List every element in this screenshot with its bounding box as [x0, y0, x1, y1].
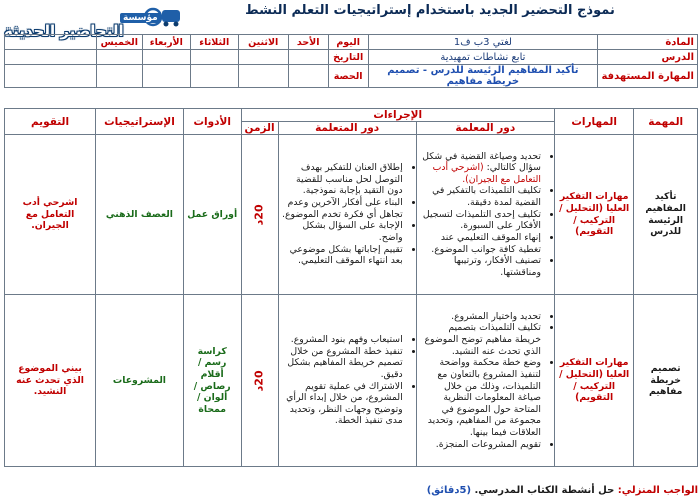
period-label: الحصة [328, 65, 368, 88]
list-item: • تصنيف الأفكار، وترتيبها ومناقشتها. [420, 255, 541, 278]
strategy-cell: المشروعات [96, 295, 184, 467]
col-eval: التقويم [5, 109, 96, 135]
skill-value: تأكيد المفاهيم الرئيسة للدرس - تصميم خريطة مفاهيم [368, 65, 597, 88]
list-item: • استيعاب وفهم بنود المشروع. [282, 334, 403, 346]
header-table [4, 34, 698, 88]
lesson-value: تابع نشاطات تمهيدية [368, 50, 597, 65]
homework-line [4, 485, 698, 496]
col-skills: المهارات [554, 109, 633, 135]
procedures-table [4, 108, 698, 467]
date-label: التاريخ [328, 50, 368, 65]
list-item: • تكليف التلميذات بالتفكير في القضية لمدة دقيقة. [420, 185, 541, 208]
lesson-plan-page [2, 0, 698, 498]
tools-cell: أوراق عمل [183, 135, 241, 295]
teacher-role-cell [416, 295, 554, 467]
list-item: • تكليف إحدى التلميذات لتسجيل الأفكار على السبورة. [420, 209, 541, 232]
col-tools: الأدوات [183, 109, 241, 135]
table-row [5, 135, 698, 295]
student-role-cell [278, 295, 416, 467]
homework-text: حل أنشطة الكتاب المدرسي. [474, 485, 615, 496]
col-strategies: الإستراتيجيات [96, 109, 184, 135]
list-item: • الإجابة على السؤال بشكل واضح. [282, 220, 403, 243]
eval-cell: بيني الموضوع الذي تحدث عنه النشيد. [5, 295, 96, 467]
day-tuesday: الثلاثاء [190, 35, 238, 50]
page-title: نموذج التحضير الجديد باستخدام إستراتيجيات التعلم النشط [245, 3, 615, 18]
strategy-cell: العصف الذهني [96, 135, 184, 295]
skills-cell: مهارات التفكير العليا (التحليل / التركيب / التقويم) [554, 135, 633, 295]
list-item: • تنفيذ خطة المشروع من خلال تصميم خريطة المفاهيم بشكل دقيق. [282, 346, 403, 381]
homework-time: (5دقائق) [426, 485, 472, 496]
brand-name: التحاضير الحديثة [4, 22, 124, 40]
time-cell: 20د [241, 135, 278, 295]
skill-label: المهارة المستهدفة [598, 65, 698, 88]
eval-cell: اشرحي أدب التعامل مع الجيران. [5, 135, 96, 295]
brand-org-label: مؤسسة [120, 13, 161, 23]
header-filler [5, 35, 97, 50]
list-item: • تقييم إجاباتها بشكل موضوعي بعد انتهاء الموقف التعليمي. [282, 244, 403, 267]
subject-value: لغتي 3ب ف1 [368, 35, 597, 50]
col-student: دور المتعلمة [278, 122, 416, 135]
col-procedures: الإجراءات [241, 109, 554, 122]
list-item: • تحديد واختيار المشروع. [420, 311, 541, 323]
day-thursday: الخميس [96, 35, 142, 50]
task-cell: تأكيد المفاهيم الرئيسة للدرس [634, 135, 698, 295]
lesson-label: الدرس [598, 50, 698, 65]
list-item: • البناء على أفكار الآخرين وعدم تجاهل أي فكرة تخدم الموضوع. [282, 197, 403, 220]
day-label: اليوم [328, 35, 368, 50]
day-monday: الاثنين [238, 35, 288, 50]
col-task: المهمة [634, 109, 698, 135]
homework-label: الواجب المنزلي: [617, 485, 698, 496]
skills-cell: مهارات التفكير العليا (التحليل / التركيب / التقويم) [554, 295, 633, 467]
list-item: • وضع خطة محكمة وواضحة لتنفيذ المشروع بالتعاون مع التلميذات، وذلك من خلال صياغة المعلومات النظرية المتاحة حول الموضوع في مجموعة من المفاهيم، وتحديد العلاقات فيما بينها. [420, 357, 541, 438]
list-item: • إنهاء الموقف التعليمي عند تغطية كافة جوانب الموضوع. [420, 232, 541, 255]
teacher-role-cell [416, 135, 554, 295]
day-wednesday: الأربعاء [142, 35, 190, 50]
list-item: • تحديد وصياغة القضية في شكل سؤال كالتالي: (اشرحي أدب التعامل مع الجيران). [420, 151, 541, 186]
list-item: • إطلاق العنان للتفكير بهدف التوصل لحل مناسب للقضية دون التقيد بإجابة نموذجية. [282, 162, 403, 197]
col-teacher: دور المعلمة [416, 122, 554, 135]
table-row [5, 295, 698, 467]
day-sunday: الأحد [288, 35, 328, 50]
list-item: • تقويم المشروعات المنجزة. [420, 439, 541, 451]
tools-cell: كراسة رسم / أقلام رصاص / ألوان / ممحاة [183, 295, 241, 467]
task-cell: تصميم خريطة مفاهيم [634, 295, 698, 467]
col-time: الزمن [241, 122, 278, 135]
list-item: • تكليف التلميذات بتصميم خريطة مفاهيم توضح الموضوع الذي تحدث عنه النشيد. [420, 322, 541, 357]
subject-label: المادة [598, 35, 698, 50]
student-role-cell [278, 135, 416, 295]
time-cell: 20د [241, 295, 278, 467]
list-item: • الاشتراك في عملية تقويم المشروع، من خلال إبداء الرأي وتوضيح وجهات النظر، وتحديد مدى تنفيذ الخطة. [282, 381, 403, 427]
